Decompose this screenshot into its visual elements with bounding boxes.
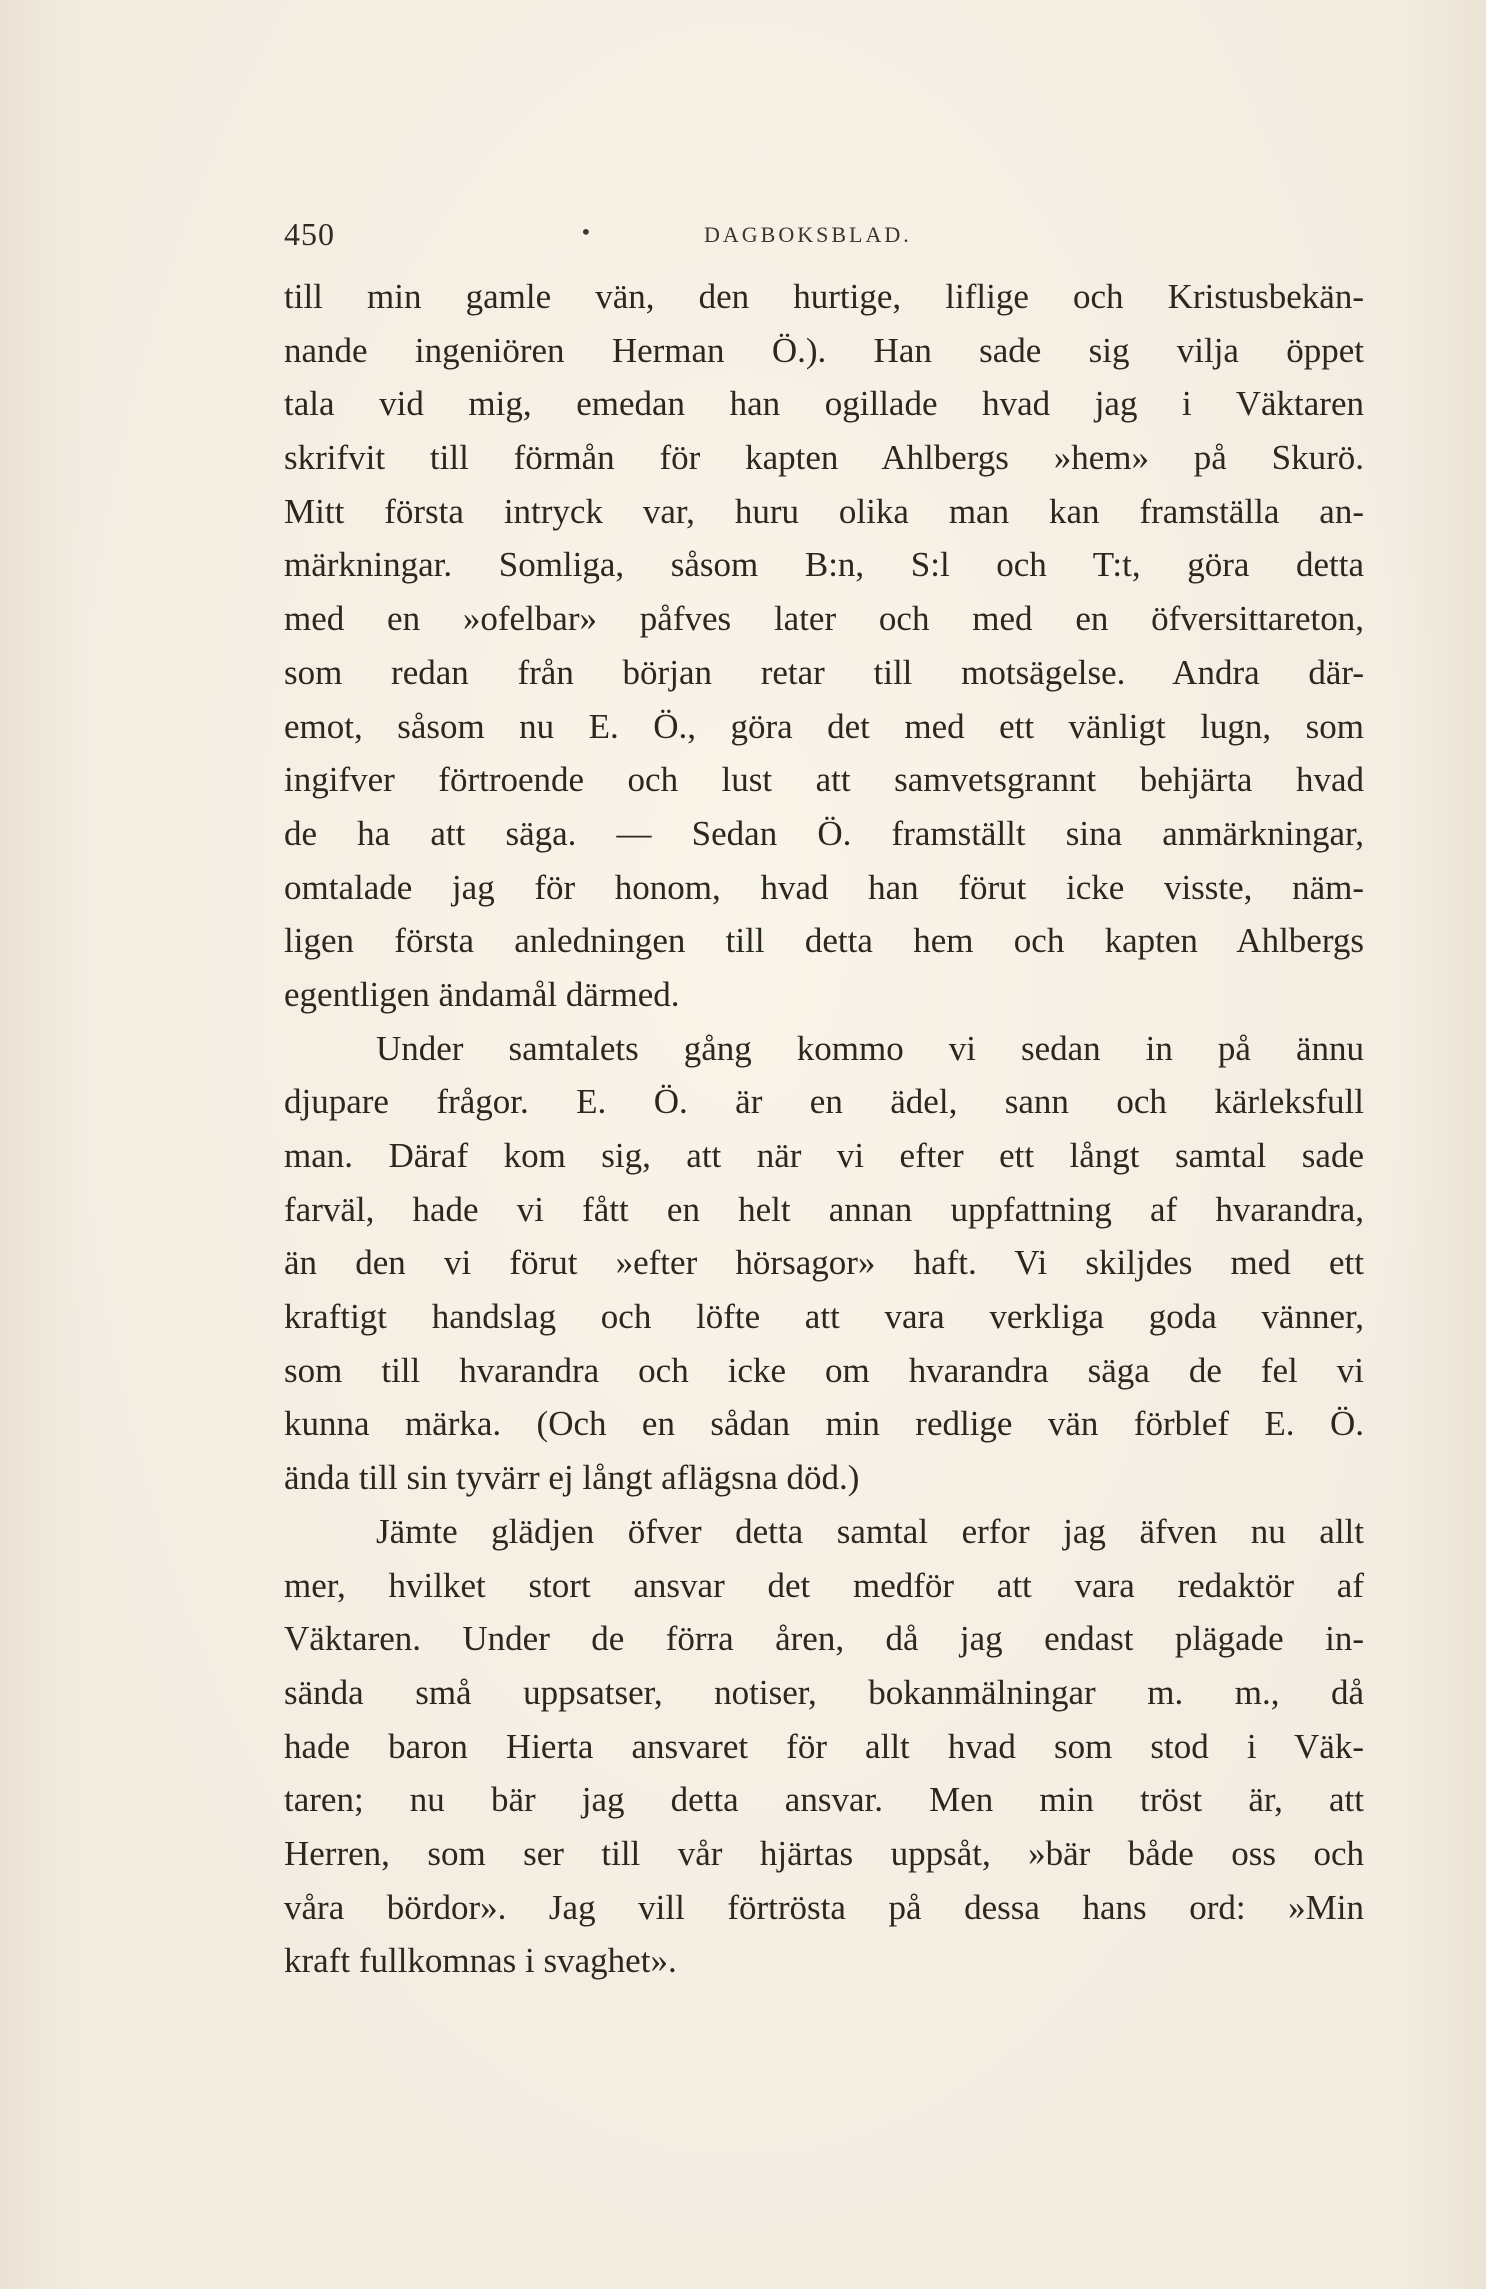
text-line: än den vi förut »efter hörsagor» haft. Vi skiljdes med ett	[284, 1243, 1364, 1283]
text-line: ingifver förtroende och lust att samvetsgrannt behjärta hvad	[284, 760, 1364, 800]
page-number: 450	[284, 216, 335, 252]
text-line: omtalade jag för honom, hvad han förut icke visste, näm-	[284, 867, 1364, 907]
text-line: djupare frågor. E. Ö. är en ädel, sann och kärleksfull	[284, 1082, 1364, 1122]
text-line: ligen första anledningen till detta hem och kapten Ahlbergs	[284, 921, 1364, 961]
page-header	[284, 216, 1364, 256]
text-line: Mitt första intryck var, huru olika man kan framställa an-	[284, 491, 1364, 531]
text-line: sända små uppsatser, notiser, bokanmälningar m. m., då	[284, 1672, 1364, 1712]
text-line: mer, hvilket stort ansvar det medför att vara redaktör af	[284, 1565, 1364, 1605]
text-line: farväl, hade vi fått en helt annan uppfattning af hvarandra,	[284, 1189, 1364, 1229]
text-line: kunna märka. (Och en sådan min redlige vän förblef E. Ö.	[284, 1404, 1364, 1444]
text-line: kraft fullkomnas i svaghet».	[284, 1941, 677, 1981]
text-line: märkningar. Somliga, såsom B:n, S:l och T:t, göra detta	[284, 545, 1364, 585]
text-line: våra bördor». Jag vill förtrösta på dessa hans ord: »Min	[284, 1887, 1364, 1927]
text-line: egentligen ändamål därmed.	[284, 974, 680, 1014]
text-line: till min gamle vän, den hurtige, liflige och Kristusbekän-	[284, 277, 1364, 316]
text-line: som till hvarandra och icke om hvarandra säga de fel vi	[284, 1350, 1364, 1390]
text-line: som redan från början retar till motsägelse. Andra där-	[284, 652, 1364, 692]
text-line: man. Däraf kom sig, att när vi efter ett långt samtal sade	[284, 1136, 1364, 1175]
text-line: kraftigt handslag och löfte att vara verkliga goda vänner,	[284, 1297, 1364, 1337]
text-line: nande ingeniören Herman Ö.). Han sade sig vilja öppet	[284, 330, 1364, 370]
text-line: Väktaren. Under de förra åren, då jag endast plägade in-	[284, 1619, 1364, 1659]
text-line: med en »ofelbar» påfves later och med en öfversittareton,	[284, 599, 1364, 639]
text-line: hade baron Hierta ansvaret för allt hvad som stod i Väk-	[284, 1726, 1364, 1766]
text-line: taren; nu bär jag detta ansvar. Men min tröst är, att	[284, 1780, 1364, 1820]
body-text	[284, 270, 1364, 1988]
text-line: de ha att säga. — Sedan Ö. framställt sina anmärkningar,	[284, 813, 1364, 853]
text-line: Under samtalets gång kommo vi sedan in på ännu	[376, 1028, 1364, 1068]
running-head: DAGBOKSBLAD.	[704, 222, 912, 247]
text-line: Jämte glädjen öfver detta samtal erfor jag äfven nu allt	[376, 1511, 1364, 1551]
header-marker: •	[580, 220, 592, 244]
text-line: ända till sin tyvärr ej långt aflägsna död.)	[284, 1458, 860, 1498]
text-line: Herren, som ser till vår hjärtas uppsåt, »bär både oss och	[284, 1833, 1364, 1873]
text-line: tala vid mig, emedan han ogillade hvad jag i Väktaren	[284, 384, 1364, 424]
text-line: emot, såsom nu E. Ö., göra det med ett vänligt lugn, som	[284, 706, 1364, 746]
text-line: skrifvit till förmån för kapten Ahlbergs »hem» på Skurö.	[284, 438, 1364, 478]
